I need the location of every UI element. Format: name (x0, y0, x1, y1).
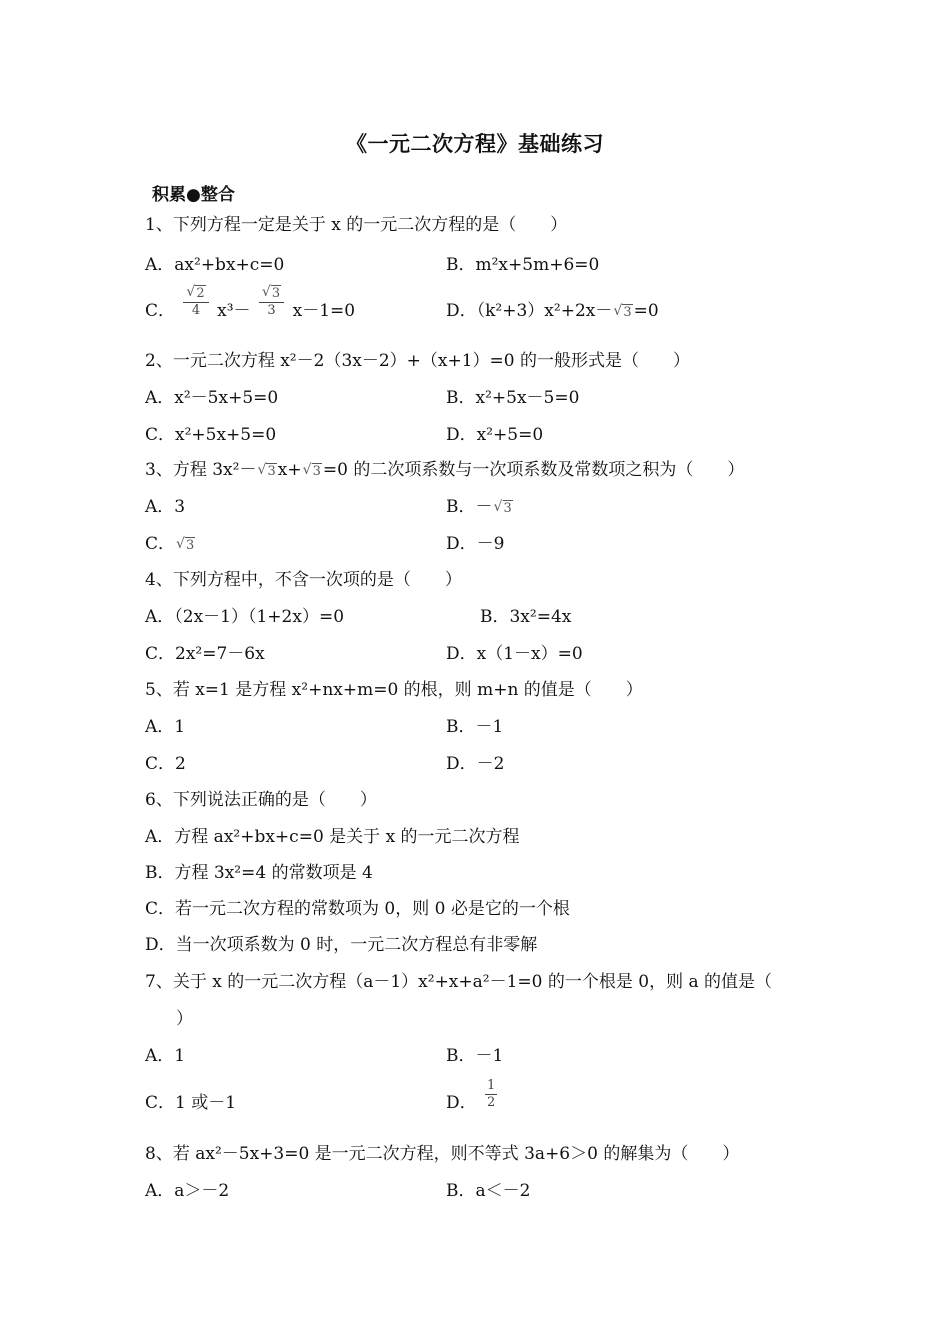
question-5-option-c: C．2 (145, 754, 186, 774)
question-8-option-a: A．a＞－2 (145, 1181, 230, 1201)
stem-part: x+ (277, 460, 302, 480)
option-c-label: C． (145, 301, 176, 321)
question-7-option-d (446, 1078, 500, 1114)
fraction-root3-over-3 (259, 286, 284, 319)
fraction-one-half (485, 1078, 497, 1111)
sqrt-symbol (494, 498, 513, 520)
question-2-stem: 2、一元二次方程 x²－2（3x－2）+（x+1）=0 的一般形式是（ ） (145, 351, 691, 371)
fraction-numerator: 1 (487, 1078, 496, 1093)
fraction-root2-over-4 (183, 286, 208, 319)
radicand: 3 (267, 464, 276, 479)
question-7-option-a: A．1 (145, 1046, 186, 1066)
sqrt-symbol (257, 461, 276, 483)
radicand: 3 (312, 464, 321, 479)
question-4-option-b: B．3x²=4x (480, 607, 572, 627)
question-2-option-d: D．x²+5=0 (446, 425, 544, 445)
option-d-label: D． (446, 1093, 477, 1113)
question-1-stem: 1、下列方程一定是关于 x 的一元二次方程的是（ ） (145, 215, 568, 235)
question-4-option-a: A．（2x－1）（1+2x）=0 (145, 607, 345, 627)
option-d-end: =0 (633, 301, 659, 321)
radicand: 3 (623, 305, 632, 320)
sqrt-symbol (303, 461, 322, 483)
question-7-stem-continuation: ） (176, 1009, 193, 1029)
question-5-option-a: A．1 (145, 717, 186, 737)
fraction-denominator: 2 (487, 1095, 496, 1110)
question-2-option-b: B．x²+5x－5=0 (446, 388, 580, 408)
fraction-numerator: 2 (196, 286, 205, 301)
question-3-option-c (145, 533, 196, 557)
question-5-option-b: B．－1 (446, 717, 504, 737)
question-3-option-a: A．3 (145, 497, 186, 517)
question-3-option-d: D．－9 (446, 534, 505, 554)
question-1-option-b: B．m²x+5m+6=0 (446, 255, 600, 275)
question-6-option-c: C．若一元二次方程的常数项为 0，则 0 必是它的一个根 (145, 899, 570, 919)
stem-part: =0 的二次项系数与一次项系数及常数项之积为（ ） (322, 460, 745, 480)
section-heading: 积累●整合 (152, 185, 235, 205)
question-8-option-b: B．a＜－2 (446, 1181, 531, 1201)
option-c-text: C． (145, 534, 176, 554)
question-1-option-a: A．ax²+bx+c=0 (145, 255, 285, 275)
question-7-option-c: C．1 或－1 (145, 1093, 237, 1113)
fraction-denominator: 4 (191, 303, 201, 318)
question-3-stem (145, 459, 744, 483)
question-6-stem: 6、下列说法正确的是（ ） (145, 790, 377, 810)
question-7-stem: 7、关于 x 的一元二次方程（a－1）x²+x+a²－1=0 的一个根是 0，则 a 的值是（ (145, 972, 773, 992)
radicand: 3 (503, 501, 512, 516)
stem-part: 3、方程 3x²－ (145, 460, 257, 480)
question-1-option-d (446, 300, 659, 324)
question-4-stem: 4、下列方程中，不含一次项的是（ ） (145, 570, 462, 590)
question-7-option-b: B．－1 (446, 1046, 504, 1066)
option-b-text: B．－ (446, 497, 493, 517)
question-1-option-c (145, 286, 356, 322)
sqrt-symbol (613, 302, 632, 324)
option-d-text: D．（k²+3）x²+2x－ (446, 301, 613, 321)
question-8-stem: 8、若 ax²－5x+3=0 是一元二次方程，则不等式 3a+6＞0 的解集为（ ） (145, 1144, 740, 1164)
radicand: 3 (186, 538, 195, 553)
sqrt-symbol (176, 535, 195, 557)
question-6-option-d: D．当一次项系数为 0 时，一元二次方程总有非零解 (145, 935, 538, 955)
question-3-option-b (446, 496, 514, 520)
option-c-end: x－1=0 (292, 301, 356, 321)
question-6-option-a: A．方程 ax²+bx+c=0 是关于 x 的一元二次方程 (145, 827, 520, 847)
question-4-option-d: D．x（1－x）=0 (446, 644, 583, 664)
page-title: 《一元二次方程》基础练习 (346, 131, 604, 156)
question-5-stem: 5、若 x=1 是方程 x²+nx+m=0 的根，则 m+n 的值是（ ） (145, 680, 643, 700)
fraction-denominator: 3 (267, 303, 276, 318)
fraction-numerator: 3 (271, 286, 281, 301)
option-c-middle: x³－ (217, 301, 251, 321)
question-4-option-c: C．2x²=7－6x (145, 644, 265, 664)
question-2-option-a: A．x²－5x+5=0 (145, 388, 279, 408)
question-2-option-c: C．x²+5x+5=0 (145, 425, 277, 445)
question-6-option-b: B．方程 3x²=4 的常数项是 4 (145, 863, 373, 883)
question-5-option-d: D．－2 (446, 754, 505, 774)
